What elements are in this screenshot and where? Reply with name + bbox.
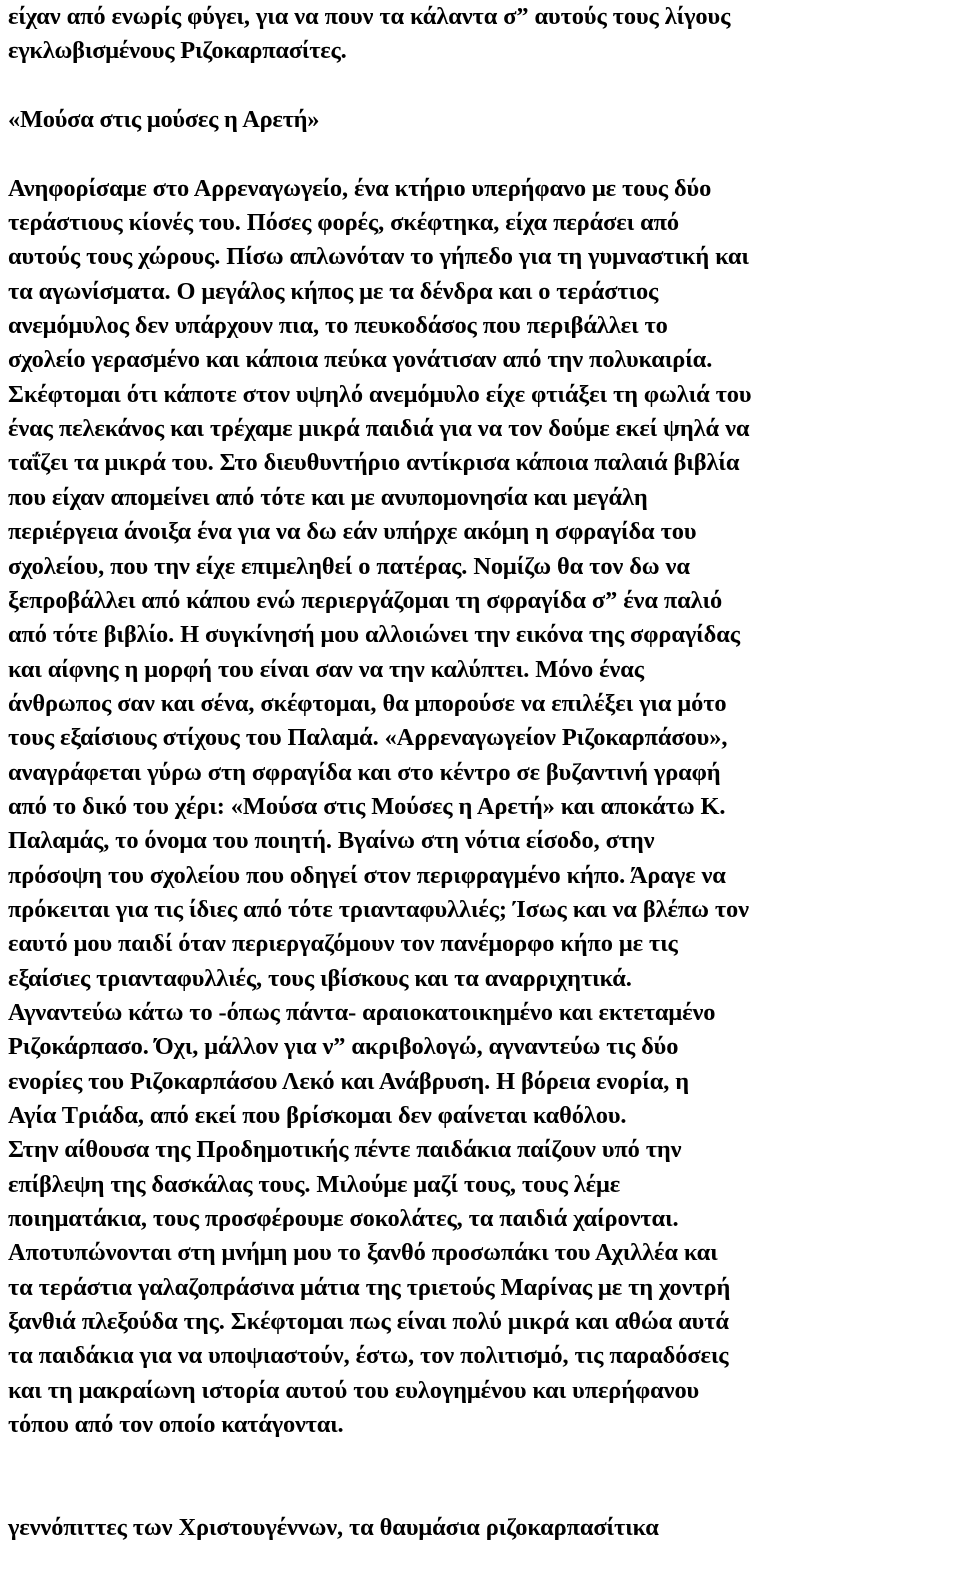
text-line: και αίφνης η μορφή του είναι σαν να την καλύπτει. Μόνο ένας (8, 655, 644, 683)
text-line: από το δικό του χέρι: «Μούσα στις Μούσες η Αρετή» και αποκάτω Κ. (8, 792, 726, 820)
text-line: Αποτυπώνονται στη μνήμη μου το ξανθό προσωπάκι του Αχιλλέα και (8, 1239, 718, 1267)
text-line: εξαίσιες τριανταφυλλιές, τους ιβίσκους και τα αναρριχητικά. (8, 964, 632, 992)
blank-line (8, 1477, 956, 1511)
text-line: ξεπροβάλλει από κάπου ενώ περιεργάζομαι τη σφραγίδα σ” ένα παλιό (8, 586, 723, 614)
text-line: σχολείου, που την είχε επιμεληθεί ο πατέρας. Νομίζω θα τον δω να (8, 552, 690, 580)
document-page (8, 0, 956, 1580)
text-line: πρόσοψη του σχολείου που οδηγεί στον περιφραγμένο κήπο. Άραγε να (8, 861, 726, 889)
text-line: εγκλωβισμένους Ριζοκαρπασίτες. (8, 37, 347, 65)
text-line: Αγία Τριάδα, από εκεί που βρίσκομαι δεν φαίνεται καθόλου. (8, 1102, 627, 1129)
text-line: πρόκειται για τις ίδιες από τότε τριανταφυλλιές; Ίσως και να βλέπω τον (8, 895, 749, 923)
text-line: ενορίες του Ριζοκαρπάσου Λεκό και Ανάβρυση. Η βόρεια ενορία, η (8, 1067, 690, 1095)
blank-line (8, 137, 956, 171)
text-line (8, 1442, 956, 1476)
text-line: Ανηφορίσαμε στο Αρρεναγωγείο, ένα κτήριο υπερήφανο με τους δύο (8, 174, 712, 202)
text-line: που είχαν απομείνει από τότε και με ανυπομονησία και μεγάλη (8, 483, 648, 511)
text-line: Στην αίθουσα της Προδημοτικής πέντε παιδάκια παίζουν υπό την (8, 1136, 682, 1164)
text-line: Παλαμάς, το όνομα του ποιητή. Βγαίνω στη νότια είσοδο, στην (8, 827, 655, 855)
text-line: και τη μακραίωνη ιστορία αυτού του ευλογημένου και υπερήφανου (8, 1376, 700, 1404)
text-line: γεννόπιττες των Χριστουγέννων, τα θαυμάσια ριζοκαρπασίτικα (8, 1514, 659, 1542)
text-line: ταΐζει τα μικρά του. Στο διευθυντήριο αντίκρισα κάποια παλαιά βιβλία (8, 449, 740, 477)
text-line: τεράστιους κίονές του. Πόσες φορές, σκέφτηκα, είχα περάσει από (8, 209, 679, 237)
text-line: άνθρωπος σαν και σένα, σκέφτομαι, θα μπορούσε να επιλέξει για μότο (8, 689, 727, 717)
text-line: περιέργεια άνοιξα ένα για να δω εάν υπήρχε ακόμη η σφραγίδα του (8, 518, 697, 546)
text-line: αυτούς τους χώρους. Πίσω απλωνόταν το γήπεδο για τη γυμναστική και (8, 243, 749, 271)
text-line: τους εξαίσιους στίχους του Παλαμά. «Αρρεναγωγείον Ριζοκαρπάσου», (8, 724, 728, 752)
text-line: Σκέφτομαι ότι κάποτε στον υψηλό ανεμόμυλο είχε φτιάξει τη φωλιά του (8, 380, 752, 408)
text-line: τα τεράστια γαλαζοπράσινα μάτια της τριετούς Μαρίνας με τη χοντρή (8, 1273, 731, 1301)
text-line: τα αγωνίσματα. Ο μεγάλος κήπος με τα δένδρα και ο τεράστιος (8, 277, 659, 305)
text-line: ξανθιά πλεξούδα της. Σκέφτομαι πως είναι πολύ μικρά και αθώα αυτά (8, 1308, 729, 1336)
text-line: επίβλεψη της δασκάλας τους. Μιλούμε μαζί τους, τους λέμε (8, 1170, 621, 1198)
text-line (8, 1545, 956, 1579)
text-line: σχολείο γερασμένο και κάποια πεύκα γονάτισαν από την πολυκαιρία. (8, 346, 713, 374)
text-line: από τότε βιβλίο. Η συγκίνησή μου αλλοιώνει την εικόνα της σφραγίδας (8, 621, 740, 649)
text-line: είχαν από ενωρίς φύγει, για να πουν τα κάλαντα σ” αυτούς τους λίγους (8, 3, 731, 30)
section-heading: «Μούσα στις μούσες η Αρετή» (8, 106, 320, 134)
text-line: Ριζοκάρπασο. Όχι, μάλλον για ν” ακριβολογώ, αγναντεύω τις δύο (8, 1033, 679, 1061)
text-line: τόπου από τον οποίο κατάγονται. (8, 1411, 344, 1439)
text-line: Αγναντεύω κάτω το -όπως πάντα- αραιοκατοικημένο και εκτεταμένο (8, 998, 716, 1026)
text-line: ένας πελεκάνος και τρέχαμε μικρά παιδιά για να τον δούμε εκεί ψηλά να (8, 415, 750, 443)
text-line: εαυτό μου παιδί όταν περιεργαζόμουν τον πανέμορφο κήπο με τις (8, 930, 678, 958)
text-line: αναγράφεται γύρω στη σφραγίδα και στο κέντρο σε βυζαντινή γραφή (8, 758, 721, 786)
text-line: ανεμόμυλος δεν υπάρχουν πια, το πευκοδάσος που περιβάλλει το (8, 312, 668, 340)
text-line: ποιηματάκια, τους προσφέρουμε σοκολάτες, τα παιδιά χαίρονται. (8, 1205, 679, 1233)
text-line: τα παιδάκια για να υποψιαστούν, έστω, τον πολιτισμό, τις παραδόσεις (8, 1342, 729, 1370)
blank-line (8, 69, 956, 103)
